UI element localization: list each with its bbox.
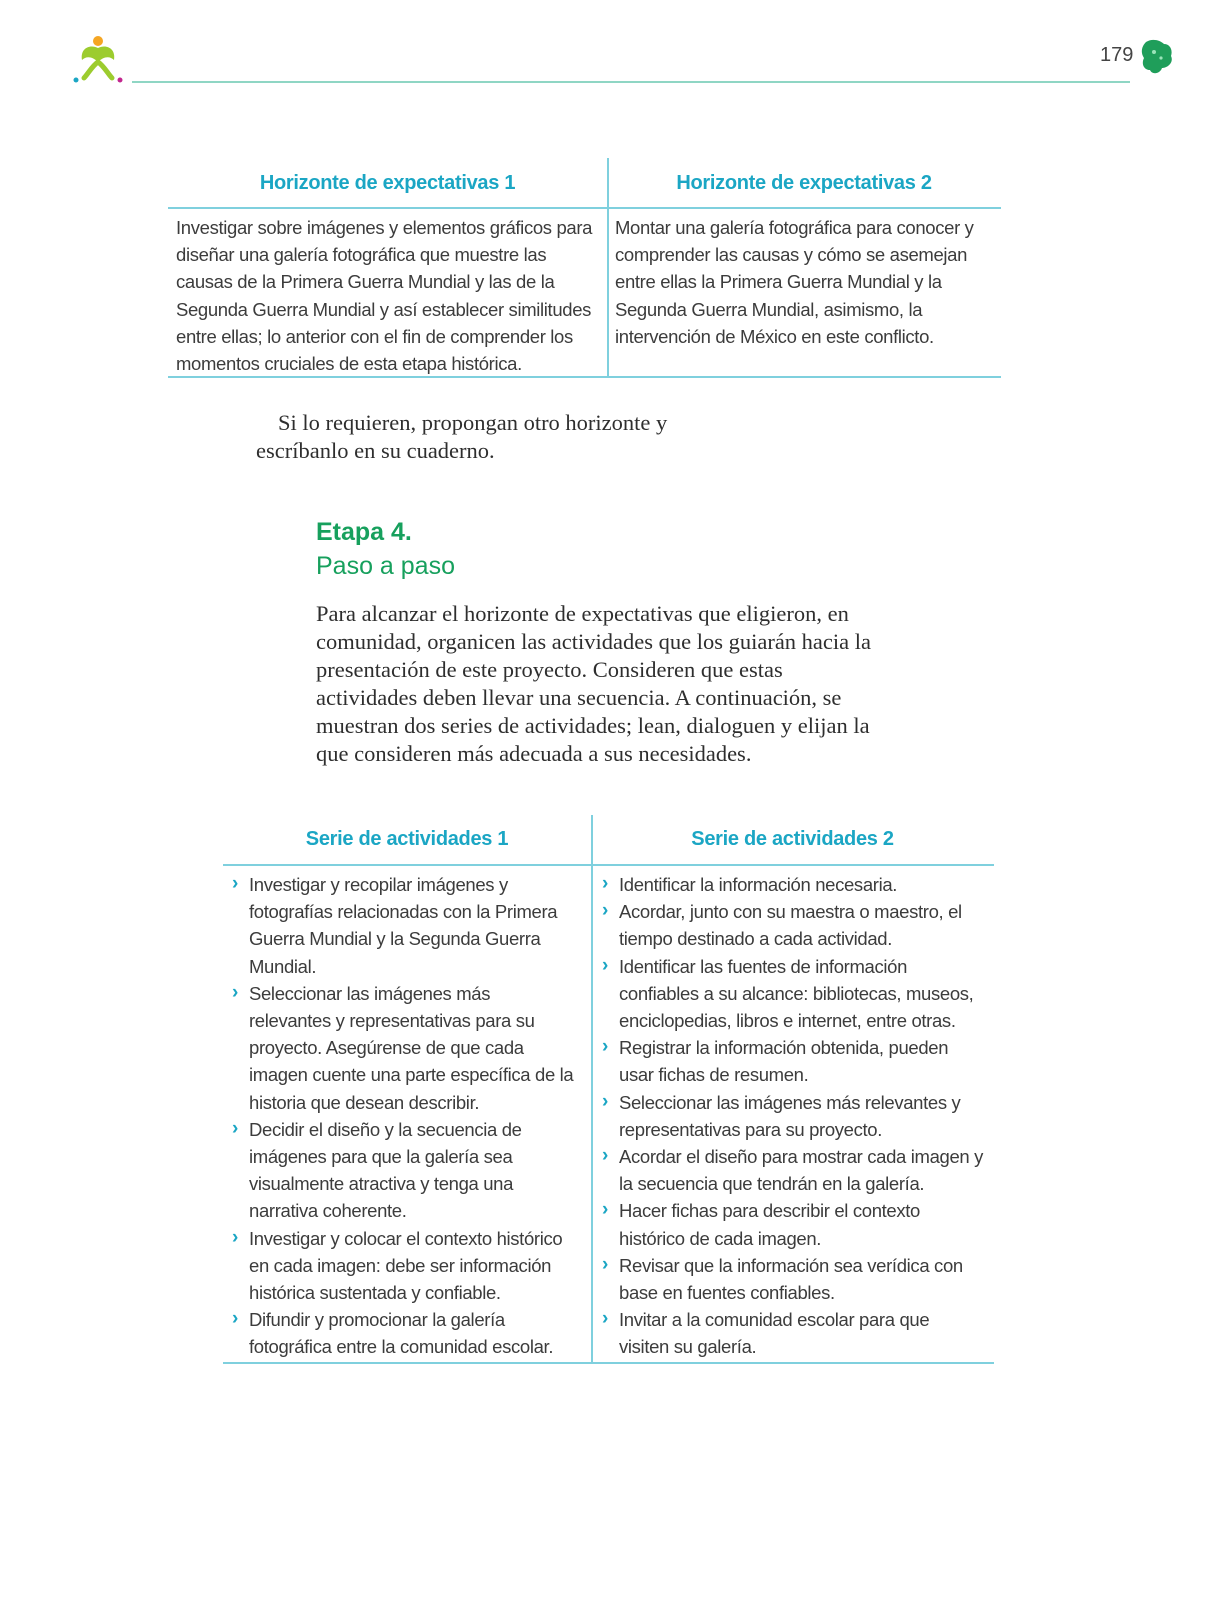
list-item: › Investigar y recopilar imágenes y fotografías relacionadas con la Primera Guerra Mundial y la Segunda Guerra Mundial. xyxy=(224,871,576,980)
header-rule xyxy=(223,864,994,866)
list-item: › Revisar que la información sea verídica con base en fuentes confiables. xyxy=(594,1252,984,1306)
table-cell xyxy=(594,871,984,1361)
list-item: › Seleccionar las imágenes más relevantes y representativas para su proyecto. xyxy=(594,1089,984,1143)
list-item: › Decidir el diseño y la secuencia de imágenes para que la galería sea visualmente atractiva y tenga una narrativa coherente. xyxy=(224,1116,576,1225)
section-subtitle: Paso a paso xyxy=(316,552,455,580)
list-item: › Registrar la información obtenida, pueden usar fichas de resumen. xyxy=(594,1034,984,1088)
note-paragraph xyxy=(256,409,686,465)
list-item: › Difundir y promocionar la galería fotográfica entre la comunidad escolar. xyxy=(224,1306,576,1360)
column-header: Horizonte de expectativas 2 xyxy=(676,172,932,194)
etapa-body xyxy=(316,600,871,768)
activity-list xyxy=(224,871,576,1361)
book-logo-icon xyxy=(72,34,124,84)
region-map-icon xyxy=(1140,38,1174,76)
header-rule xyxy=(132,81,1130,83)
body-text: Para alcanzar el horizonte de expectativas que eligieron, en comunidad, organicen las actividades que los guiarán hacia la presentación de este proyecto. Consideren que estas actividades deben llevar una secuencia. A continuación, se muestran dos series de actividades; lean, dialoguen y elijan la que consideren más adecuada a sus necesidades. xyxy=(316,601,872,766)
bottom-rule xyxy=(223,1362,994,1364)
list-item: › Hacer fichas para describir el contexto histórico de cada imagen. xyxy=(594,1197,984,1251)
list-item: › Identificar la información necesaria. xyxy=(594,871,984,898)
list-item: › Acordar, junto con su maestra o maestro, el tiempo destinado a cada actividad. xyxy=(594,898,984,952)
list-item: › Identificar las fuentes de información confiables a su alcance: bibliotecas, museos, enciclopedias, libros e internet, entre otras. xyxy=(594,953,984,1035)
header-rule xyxy=(168,207,1001,209)
column-header: Serie de actividades 2 xyxy=(691,828,894,850)
list-item: › Seleccionar las imágenes más relevantes y representativas para su proyecto. Asegúrense de que cada imagen cuente una parte específica de la historia que desean describir. xyxy=(224,980,576,1116)
section-title: Etapa 4. xyxy=(316,518,412,546)
page-number: 179 xyxy=(1100,44,1134,66)
list-item: › Investigar y colocar el contexto histórico en cada imagen: debe ser información histórica sustentada y confiable. xyxy=(224,1225,576,1307)
note-text: Si lo requieren, propongan otro horizonte y escríbanlo en su cuaderno. xyxy=(256,410,668,463)
cell-text: Montar una galería fotográfica para conocer y comprender las causas y cómo se asemejan entre ellas la Primera Guerra Mundial y la Segunda Guerra Mundial, asimismo, la intervención de México en este conflicto. xyxy=(615,217,974,347)
column-header: Horizonte de expectativas 1 xyxy=(259,172,516,194)
column-header: Serie de actividades 1 xyxy=(305,828,509,850)
table-cell xyxy=(224,871,576,1361)
list-item: › Invitar a la comunidad escolar para que visiten su galería. xyxy=(594,1306,984,1360)
list-item: › Acordar el diseño para mostrar cada imagen y la secuencia que tendrán en la galería. xyxy=(594,1143,984,1197)
activity-list xyxy=(594,871,984,1361)
table-cell xyxy=(615,214,987,350)
cell-text: Investigar sobre imágenes y elementos gráficos para diseñar una galería fotográfica que muestre las causas de la Primera Guerra Mundial y las de la Segunda Guerra Mundial y así establecer similitudes entre ellas; lo anterior con el fin de comprender los momentos cruciales de esta etapa histórica. xyxy=(176,217,593,375)
table-cell xyxy=(176,214,596,377)
column-divider xyxy=(591,815,593,1364)
